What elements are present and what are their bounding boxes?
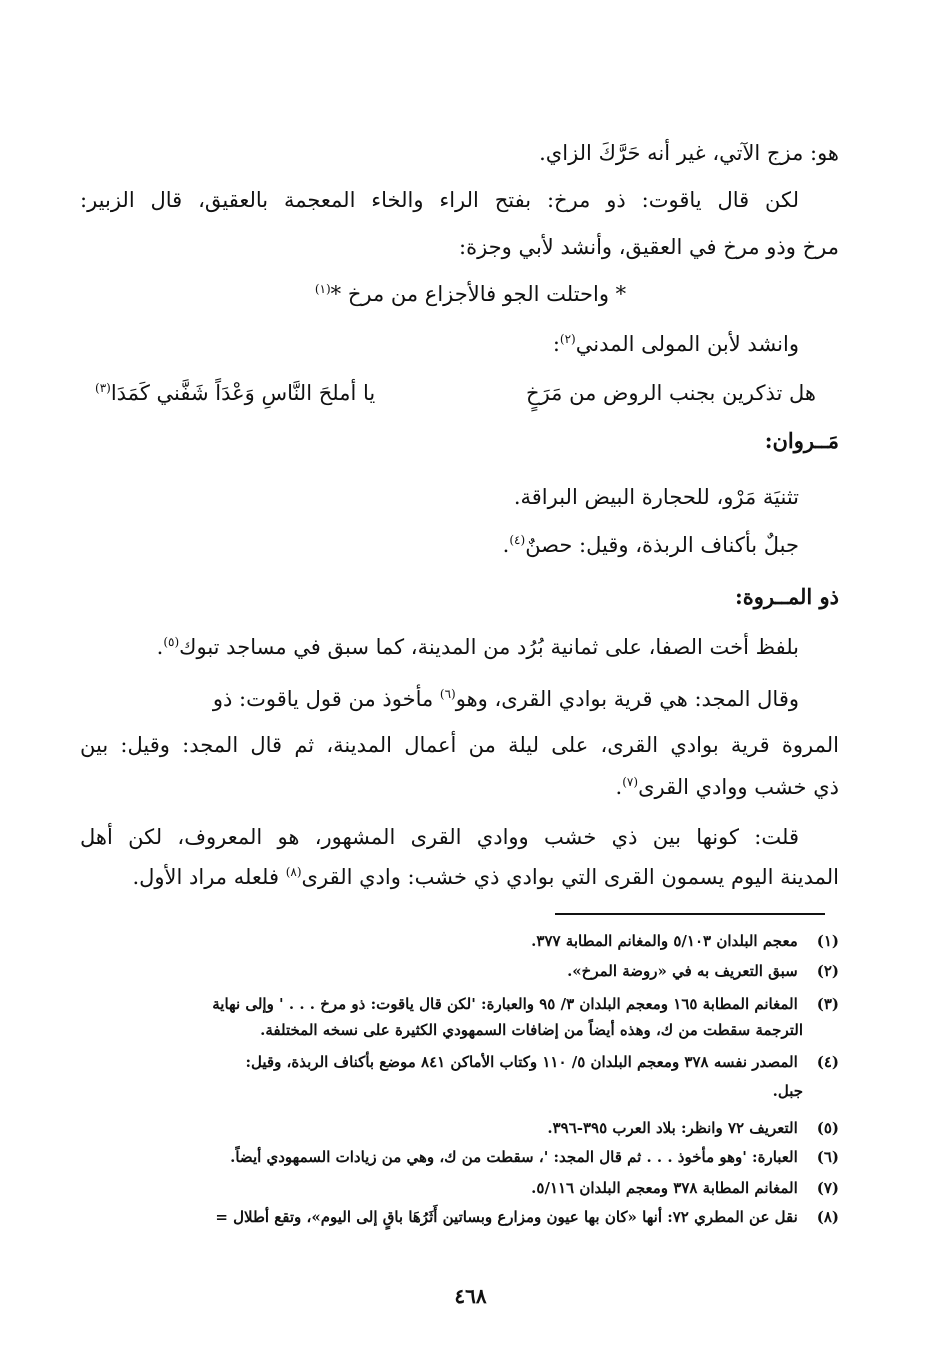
footnote-text: العبارة: 'وهو مأخوذ . . . ثم قال المجد: '، سقطت من ك، وهي من زيادات السمهودي أيضاً. bbox=[230, 1148, 798, 1166]
footnote-number: (٢) bbox=[816, 962, 839, 980]
paragraph-line bbox=[80, 632, 799, 662]
paragraph-text: . bbox=[615, 775, 623, 799]
footnote-ref[interactable]: (٦) bbox=[439, 687, 456, 701]
footnote-number: (٣) bbox=[816, 995, 839, 1013]
footnote-text: نقل عن المطري ٧٢: أنها «كان بها عيون ومزارع وبساتين أَثَرُهَا باقٍ إلى اليوم»، وتقع أطلال = bbox=[215, 1208, 798, 1226]
footnote-ref[interactable]: (٢) bbox=[559, 332, 576, 346]
footnote-ref[interactable]: (٨) bbox=[285, 865, 302, 879]
footnote-3 bbox=[80, 993, 839, 1015]
paragraph-text: ذي خشب ووادي القرى bbox=[638, 775, 839, 799]
footnote-4-continuation: جبل. bbox=[772, 1082, 803, 1100]
paragraph-text: فلعله مراد الأول. bbox=[132, 865, 286, 889]
footnote-ref[interactable]: (٣) bbox=[95, 381, 111, 395]
footnote-number: (٤) bbox=[816, 1053, 839, 1071]
paragraph-line bbox=[80, 530, 799, 560]
paragraph-line bbox=[80, 684, 799, 714]
footnote-number: (١) bbox=[816, 932, 839, 950]
verse-text: يا أملحَ النَّاسِ وَعْدَاً شَفَّني كَمَدَا bbox=[110, 381, 376, 405]
footnote-1 bbox=[80, 930, 839, 952]
paragraph-line: تثنيَة مَرْو، للحجارة البيض البراقة. bbox=[513, 485, 799, 509]
page-number: ٤٦٨ bbox=[454, 1284, 487, 1308]
paragraph-text: وانشد لأبن المولى المدني bbox=[575, 332, 799, 356]
paragraph-line: قلت: كونها بين ذي خشب ووادي القرى المشهور، هو المعروف، لكن أهل bbox=[80, 825, 799, 849]
paragraph-text: : bbox=[552, 332, 560, 356]
section-heading: مَــروان: bbox=[764, 428, 839, 453]
footnote-2 bbox=[80, 960, 839, 982]
paragraph-line: هو: مزج الآتي، غير أنه حَرَّكَ الزاي. bbox=[539, 141, 839, 165]
footnote-text: المغانم المطابة ٣٧٨ ومعجم البلدان ٥/١١٦. bbox=[531, 1179, 798, 1197]
paragraph-text: . bbox=[502, 533, 510, 557]
footnote-ref[interactable]: (٧) bbox=[622, 775, 639, 789]
footnote-7 bbox=[80, 1177, 839, 1199]
footnote-3-continuation: الترجمة سقطت من ك، وهذه أيضاً من إضافات السمهودي الكثيرة على نسخه المختلفة. bbox=[260, 1021, 803, 1039]
footnote-number: (٥) bbox=[816, 1119, 839, 1137]
paragraph-text: مأخوذ من قول ياقوت: ذو bbox=[212, 687, 440, 711]
paragraph-text: . bbox=[156, 635, 164, 659]
footnote-6 bbox=[80, 1146, 839, 1168]
verse-text: * واحتلت الجو فالأجزاع من مرخ * bbox=[330, 282, 627, 306]
footnote-number: (٦) bbox=[816, 1148, 839, 1166]
section-heading: ذو المــروة: bbox=[735, 584, 839, 609]
paragraph-line: لكن قال ياقوت: ذو مرخ: بفتح الراء والخاء المعجمة بالعقيق، قال الزبير: bbox=[80, 188, 799, 212]
paragraph-line bbox=[80, 772, 839, 802]
paragraph-line bbox=[80, 862, 839, 892]
paragraph-text: وقال المجد: هي قرية بوادي القرى، وهو bbox=[455, 687, 799, 711]
footnote-ref[interactable]: (٤) bbox=[509, 533, 526, 547]
footnote-4 bbox=[80, 1051, 839, 1073]
footnote-text: المصدر نفسه ٣٧٨ ومعجم البلدان ٥/ ١١٠ وكتاب الأماكن ٨٤١ موضع بأكناف الربذة، وقيل: bbox=[245, 1053, 798, 1071]
footnote-text: المغانم المطابة ١٦٥ ومعجم البلدان ٣/ ٩٥ والعبارة: 'لكن قال ياقوت: ذو مرخ . . . ' وإلى نهاية bbox=[212, 995, 798, 1013]
paragraph-line: المروة قرية بوادي القرى، على ليلة من أعمال المدينة، ثم قال المجد: وقيل: بين bbox=[80, 733, 839, 757]
verse-line bbox=[80, 279, 861, 309]
footnote-ref[interactable]: (٥) bbox=[163, 635, 180, 649]
footnote-number: (٧) bbox=[816, 1179, 839, 1197]
footnote-8 bbox=[80, 1206, 839, 1228]
paragraph-text: جبلٌ بأكناف الربذة، وقيل: حصنٌ bbox=[525, 533, 799, 557]
footnote-5 bbox=[80, 1117, 839, 1139]
paragraph-line: مرخ وذو مرخ في العقيق، وأنشد لأبي وجزة: bbox=[459, 235, 839, 259]
verse-hemistich-first: هل تذكرين بجنب الروض من مَرَخٍ bbox=[526, 381, 816, 405]
footnote-separator bbox=[555, 913, 825, 915]
paragraph-text: بلفظ أخت الصفا، على ثمانية بُرُد من المدينة، كما سبق في مساجد تبوك bbox=[179, 635, 799, 659]
footnote-text: سبق التعريف به في «روضة المرخ». bbox=[567, 962, 798, 980]
verse-hemistich-second bbox=[95, 378, 375, 408]
footnote-ref[interactable]: (١) bbox=[314, 282, 331, 296]
paragraph-line bbox=[80, 329, 799, 359]
footnote-text: التعريف ٧٢ وانظر: بلاد العرب ٣٩٥-٣٩٦. bbox=[547, 1119, 798, 1137]
footnote-text: معجم البلدان ٥/١٠٣ والمغانم المطابة ٣٧٧. bbox=[531, 932, 798, 950]
verse-couplet bbox=[95, 378, 816, 408]
paragraph-text: المدينة اليوم يسمون القرى التي بوادي ذي خشب: وادي القرى bbox=[301, 865, 839, 889]
footnote-number: (٨) bbox=[816, 1208, 839, 1226]
